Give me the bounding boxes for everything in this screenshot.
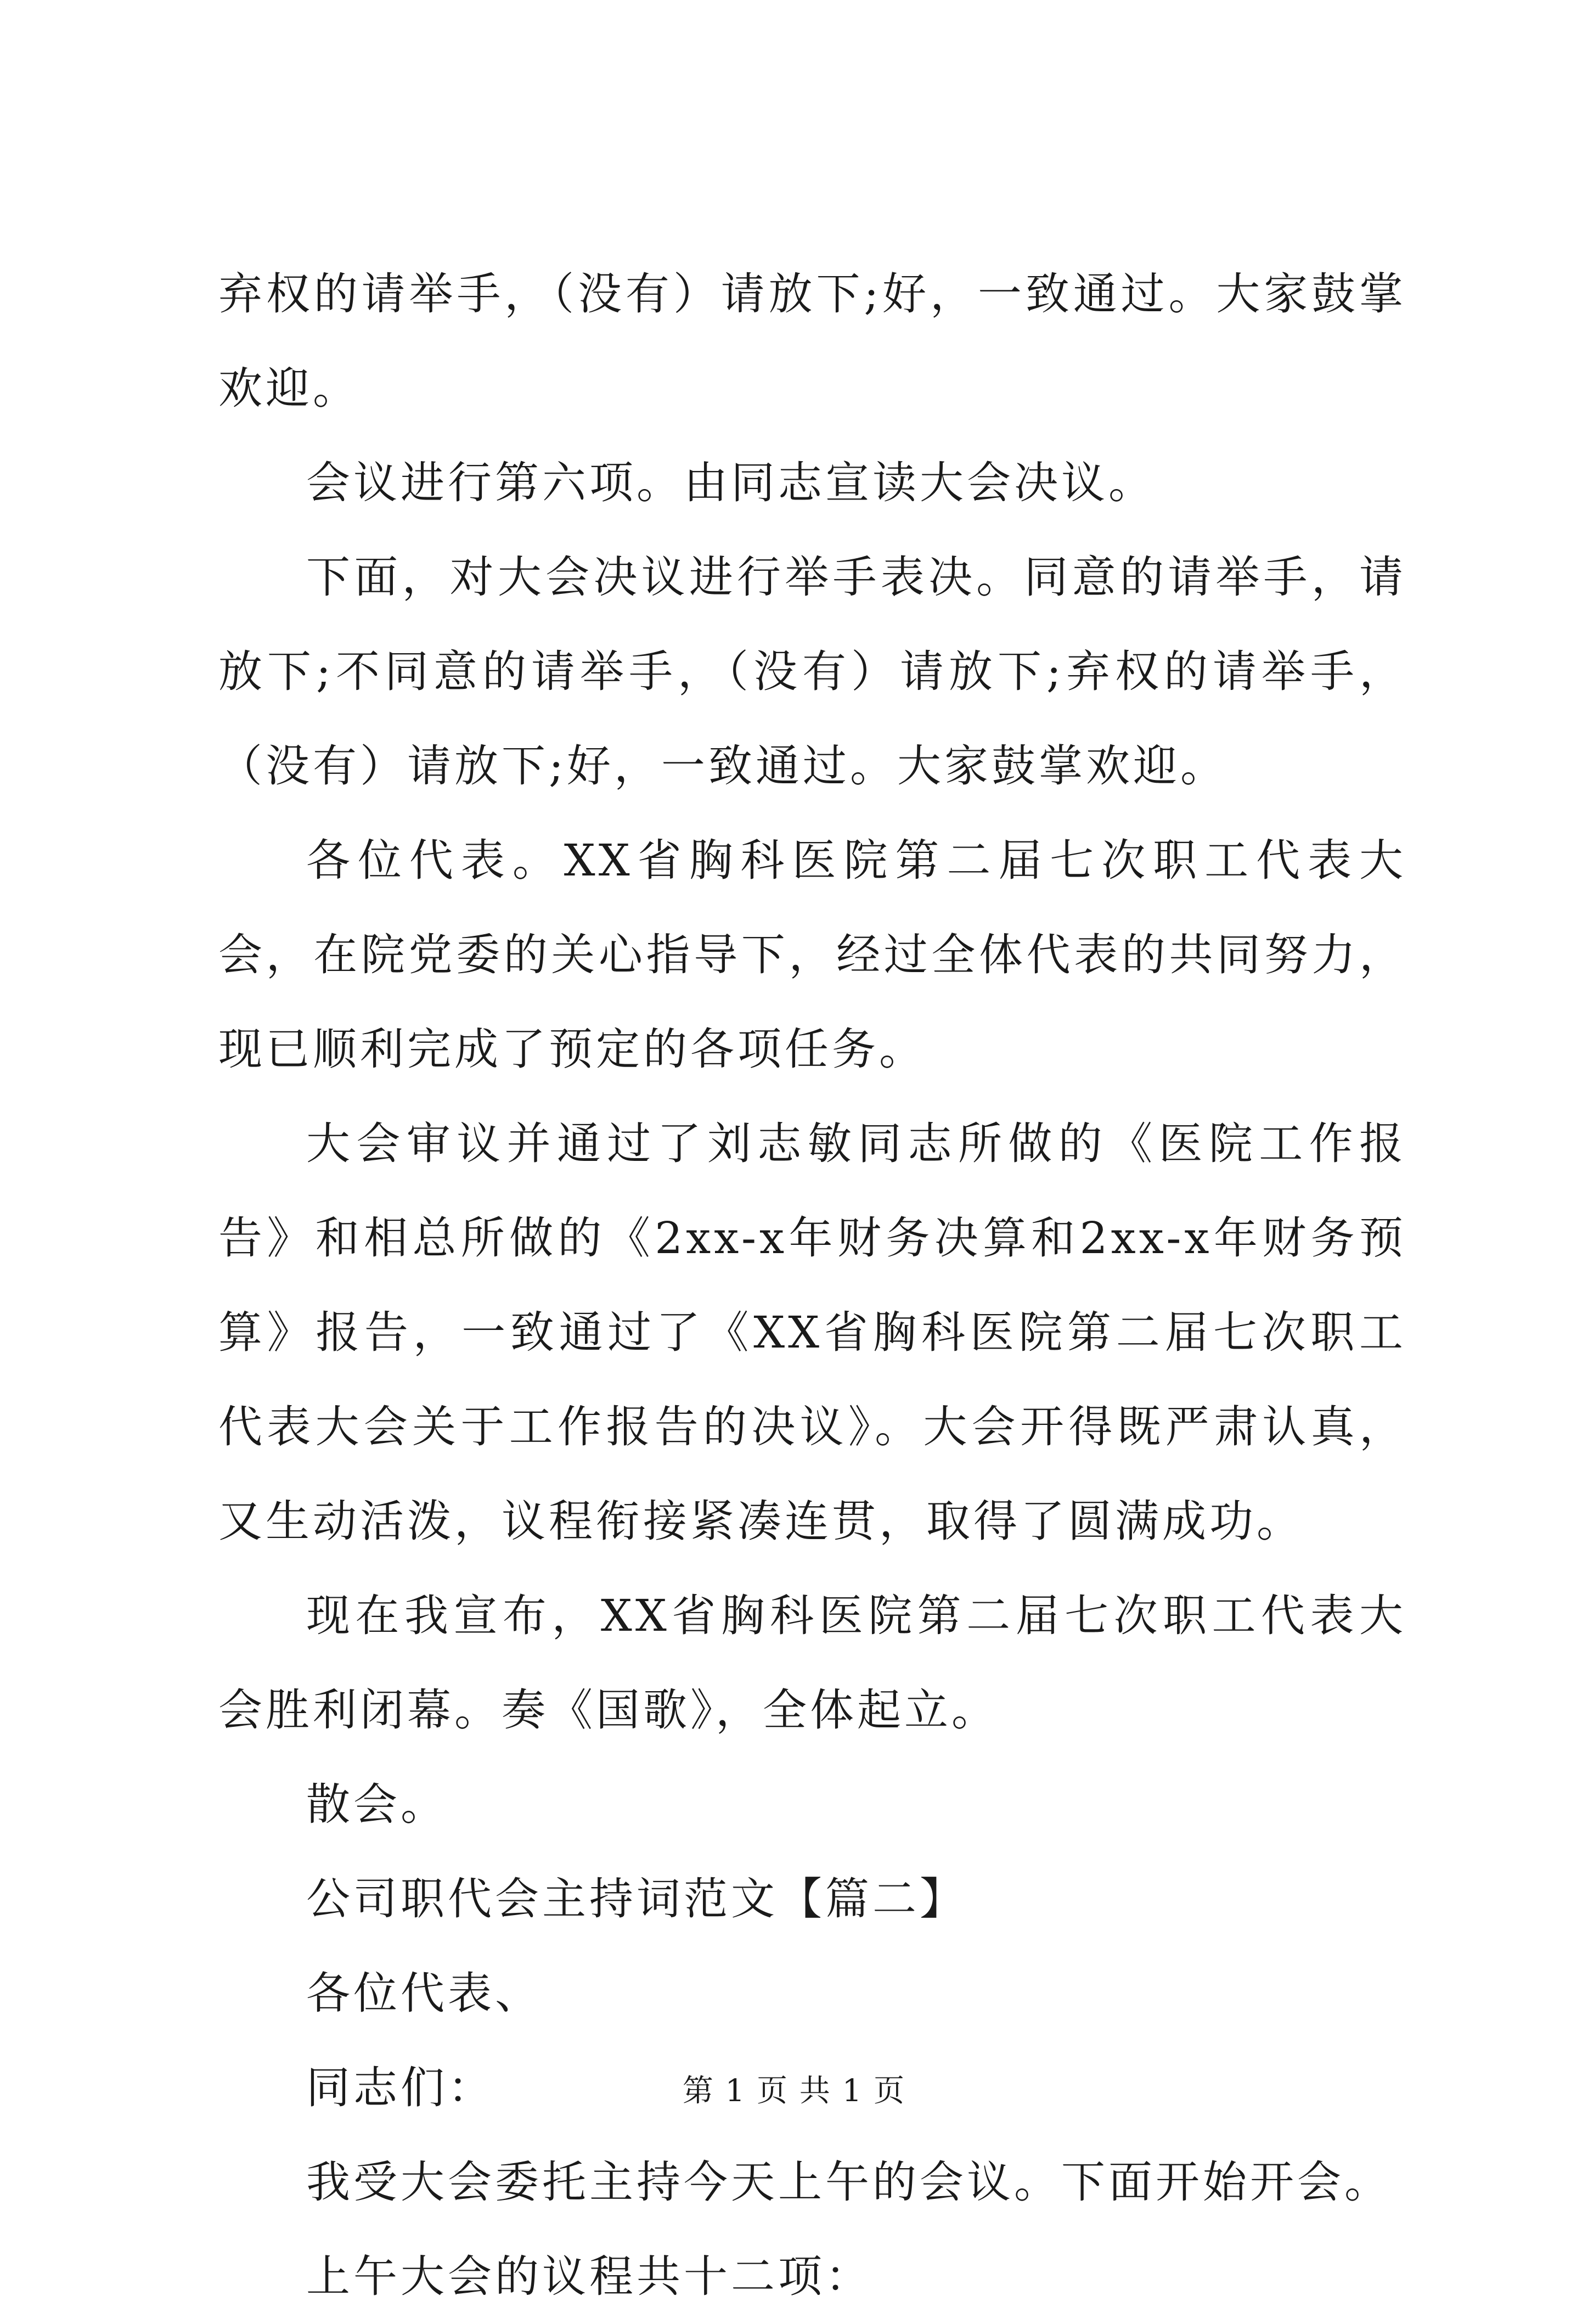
paragraph-11: 我受大会委托主持今天上午的会议。下面开始开会。 [306,2157,1392,2208]
paragraph-4: 各位代表。XX省胸科医院第二届七次职工代表大会，在院党委的关心指导下，经过全体代表的共同努力，现已顺利完成了预定的各项任务。 [218,835,1406,1075]
paragraph-3: 下面，对大会决议进行举手表决。同意的请举手，请放下;不同意的请举手，（没有）请放下;弃权的请举手，（没有）请放下;好，一致通过。大家鼓掌欢迎。 [218,552,1406,791]
paragraph-7: 散会。 [306,1779,448,1830]
document-body [218,247,1406,2324]
page-number-footer: 第 1 页 共 1 页 [682,2073,906,2109]
paragraph-5: 大会审议并通过了刘志敏同志所做的《医院工作报告》和相总所做的《2xx-x年财务决算和2xx-x年财务预算》报告，一致通过了《XX省胸科医院第二届七次职工代表大会关于工作报告的决议》。大会开得既严肃认真，又生动活泼，议程衔接紧凑连贯，取得了圆满成功。 [218,1118,1406,1547]
paragraph-6: 现在我宣布，XX省胸科医院第二届七次职工代表大会胜利闭幕。奏《国歌》，全体起立。 [218,1590,1406,1736]
paragraph-2: 会议进行第六项。由同志宣读大会决议。 [306,457,1156,508]
paragraph-9: 各位代表、 [306,1968,542,2019]
paragraph-1: 弃权的请举手，（没有）请放下;好，一致通过。大家鼓掌欢迎。 [218,268,1406,414]
section-heading: 公司职代会主持词范文【篇二】 [306,1873,967,1924]
paragraph-12: 上午大会的议程共十二项： [306,2251,872,2302]
paragraph-10: 同志们： [306,2062,495,2113]
